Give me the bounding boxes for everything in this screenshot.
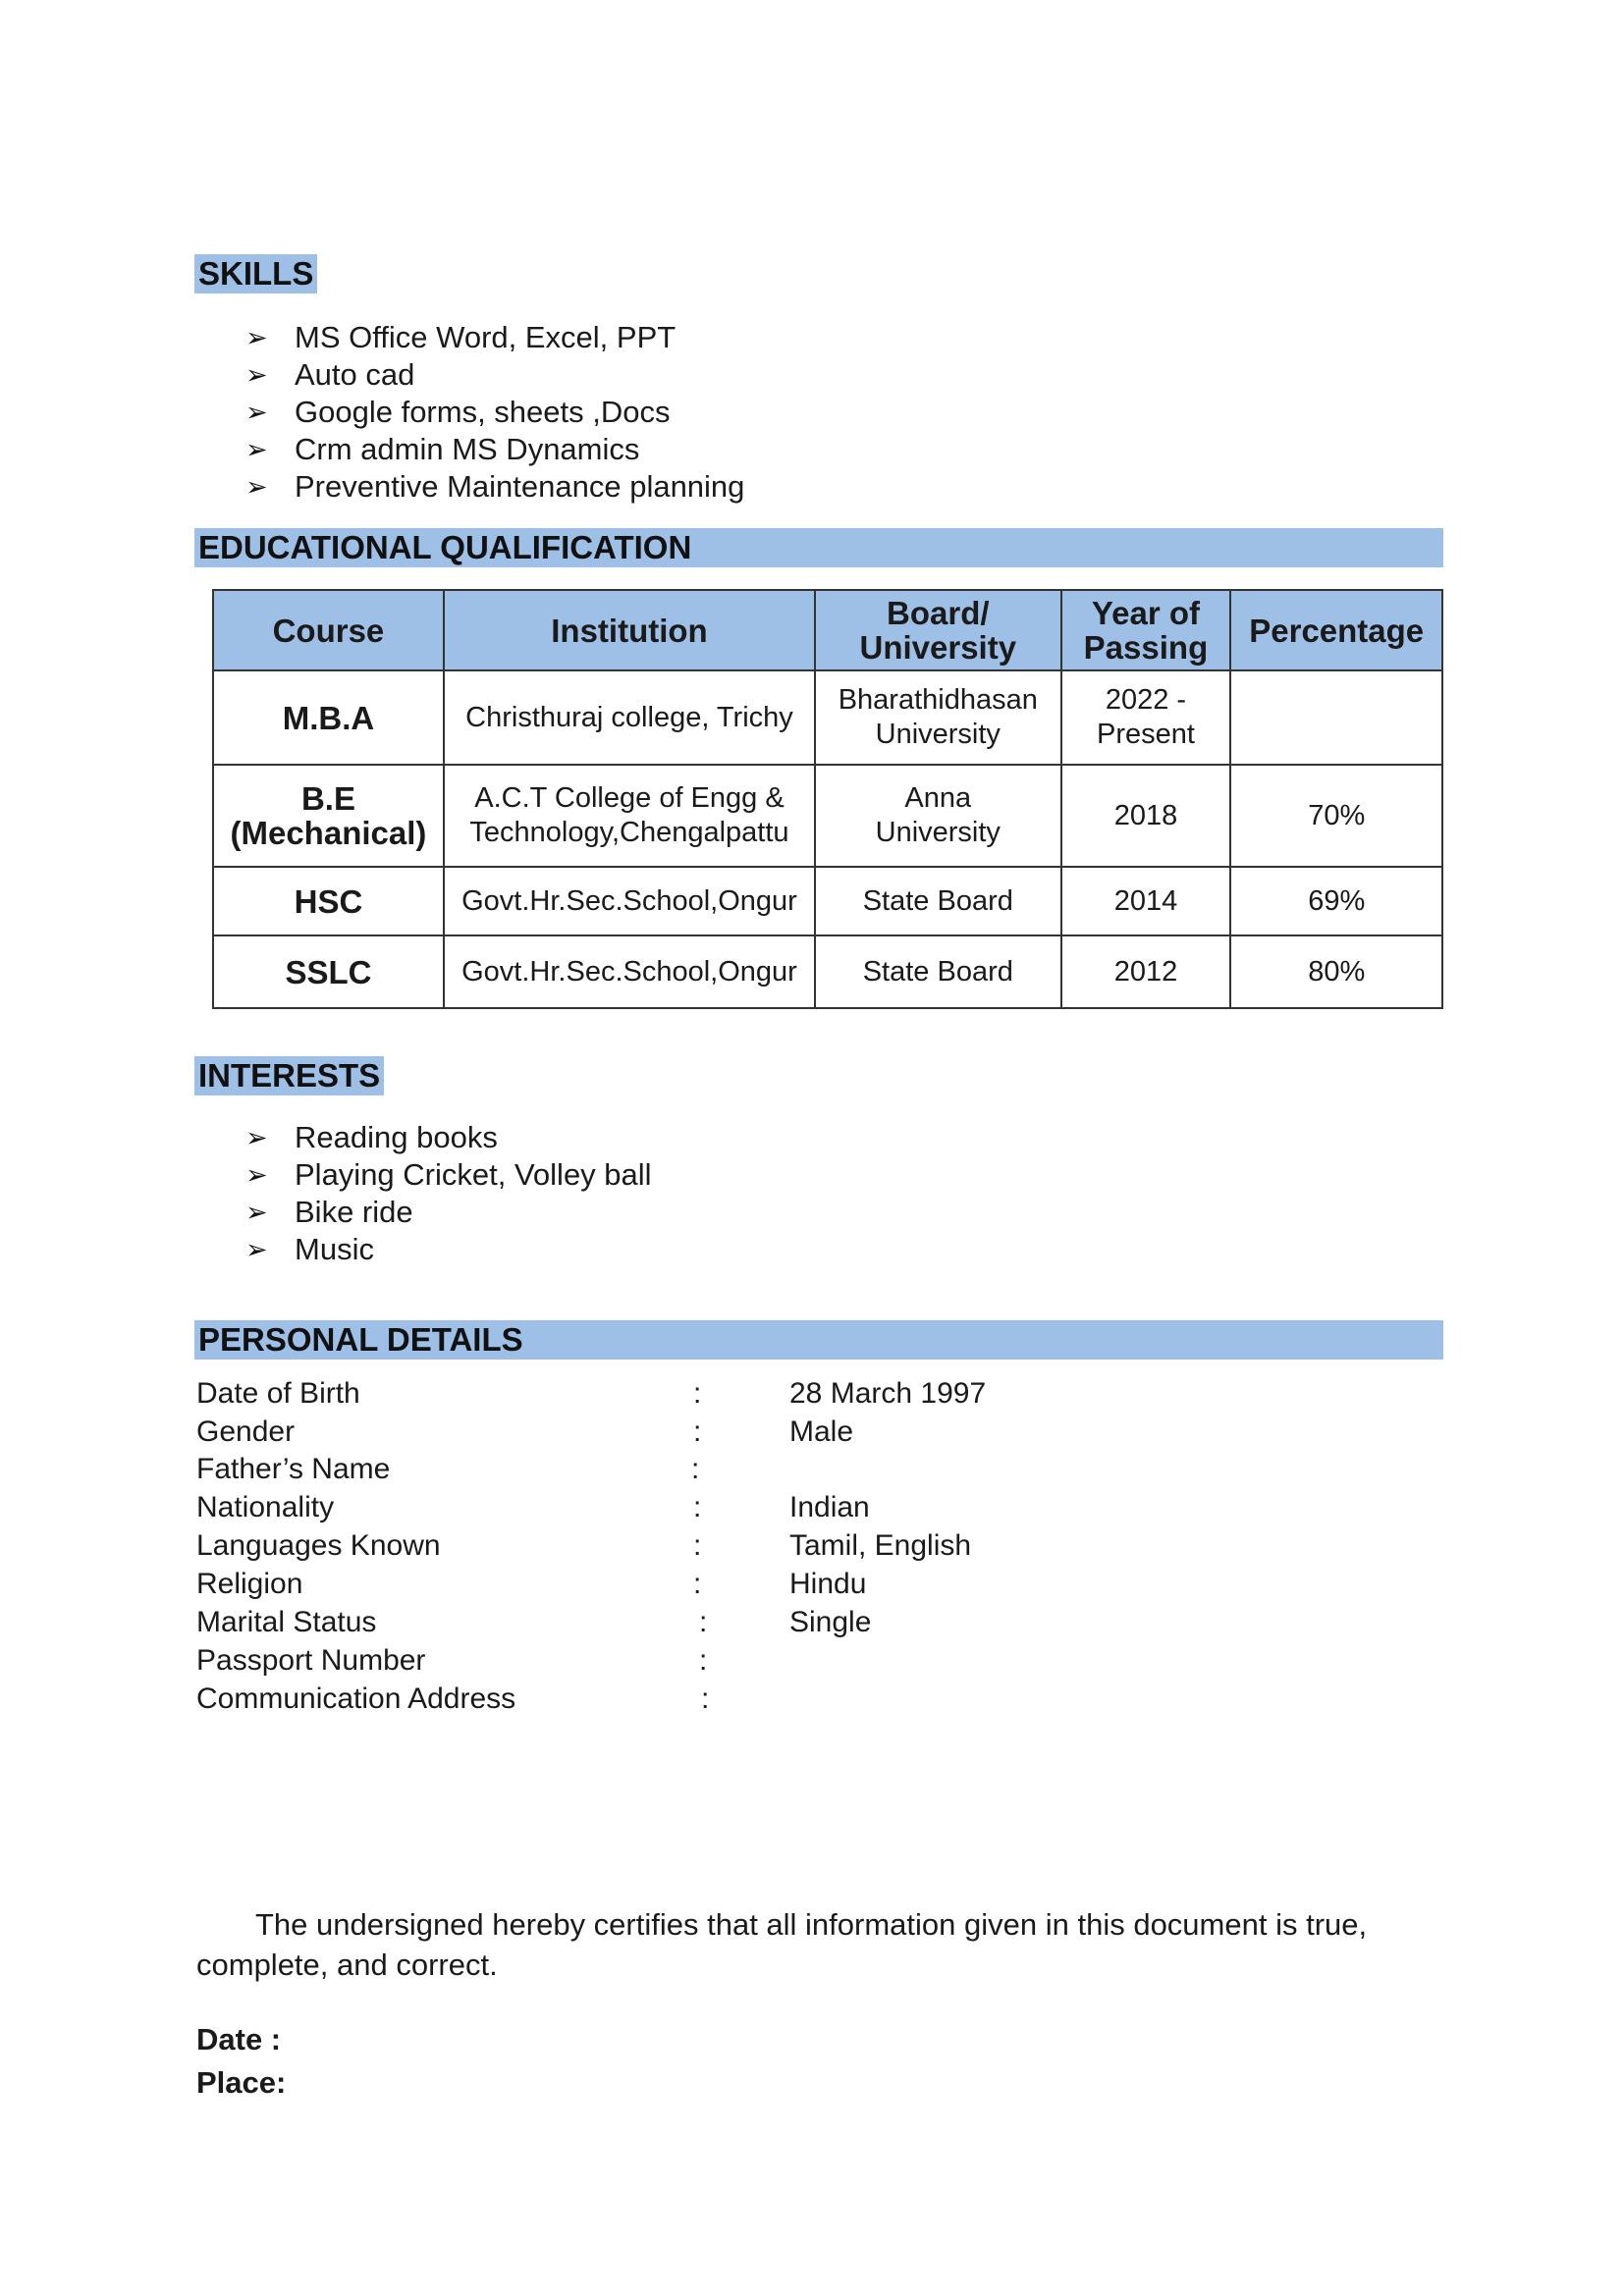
arrow-bullet-icon: ➢ <box>245 435 268 464</box>
education-heading: EDUCATIONAL QUALIFICATION <box>194 528 1443 567</box>
cell-board: Bharathidhasan University <box>815 670 1060 765</box>
date-label: Date : <box>196 2022 282 2056</box>
table-header-row <box>213 590 1442 670</box>
arrow-bullet-icon: ➢ <box>245 1235 268 1264</box>
header-institution: Institution <box>444 590 815 670</box>
table-row <box>213 867 1442 935</box>
cell-board: Anna University <box>815 765 1060 867</box>
cell-board: State Board <box>815 935 1060 1008</box>
list-item: ➢ MS Office Word, Excel, PPT <box>245 320 677 354</box>
header-percentage: Percentage <box>1230 590 1442 670</box>
list-item: ➢ Google forms, sheets ,Docs <box>245 395 671 429</box>
cell-board: State Board <box>815 867 1060 935</box>
cell-year: 2022 - Present <box>1061 670 1231 765</box>
cell-institution: Govt.Hr.Sec.School,Ongur <box>444 867 815 935</box>
arrow-bullet-icon: ➢ <box>245 1160 268 1190</box>
cell-course: B.E (Mechanical) <box>213 765 444 867</box>
cell-institution: Govt.Hr.Sec.School,Ongur <box>444 935 815 1008</box>
interests-list <box>245 1119 652 1268</box>
education-table <box>212 589 1443 1009</box>
declaration-text: The undersigned hereby certifies that all information given in this document is true, complete, and correct. <box>196 1907 1368 1982</box>
resume-page: SKILLS ➢ MS Office Word, Excel, PPT ➢ Auto cad ➢ Google forms, sheets ,Docs ➢ Crm admin MS Dynamics ➢ Preventive Maintenance planning EDUCATIONAL QUALIFICATION Course Institution Board/ University Year of Passing Percentage M.B.A Christhuraj college, Trichy Bharathidhasan University 2022 - Present B.E (Mechanical) A.C.T College of Engg & Technology,Chengalpattu Anna University 2018 70% HSC Govt.Hr.Sec.School,Ongur State Board 2014 69% SSLC Govt.Hr.Sec.School,Ongur State Board 2012 80% INTERESTS ➢ Reading books ➢ Playing Cricket, Volley ball ➢ Bike ride ➢ Music PERSONAL DETAILS Date of Birth : 28 March 1997 Gender : Male Father’s Name : Nationality : Indian Languages Known : Tamil, English Religion : Hindu Marital Status : Single Passport Number : Communication Address : The undersigned hereby certifies that all information given in this document is true, complete, and correct. Date : Place: <box>0 0 1624 2296</box>
list-item: ➢ Playing Cricket, Volley ball <box>245 1157 652 1192</box>
table-row <box>213 935 1442 1008</box>
header-board: Board/ University <box>815 590 1060 670</box>
arrow-bullet-icon: ➢ <box>245 360 268 390</box>
list-item: ➢ Preventive Maintenance planning <box>245 469 745 504</box>
cell-institution: A.C.T College of Engg & Technology,Chengalpattu <box>444 765 815 867</box>
list-item: ➢ Reading books <box>245 1120 498 1154</box>
list-item: ➢ Bike ride <box>245 1195 413 1229</box>
header-course: Course <box>213 590 444 670</box>
skills-heading: SKILLS <box>194 254 317 294</box>
cell-course: SSLC <box>213 935 444 1008</box>
list-item: ➢ Auto cad <box>245 357 415 392</box>
cell-year: 2018 <box>1061 765 1231 867</box>
cell-course: HSC <box>213 867 444 935</box>
arrow-bullet-icon: ➢ <box>245 1123 268 1152</box>
cell-year: 2012 <box>1061 935 1231 1008</box>
table-row <box>213 765 1442 867</box>
table-row <box>213 670 1442 765</box>
arrow-bullet-icon: ➢ <box>245 472 268 502</box>
list-item: ➢ Music <box>245 1232 374 1266</box>
place-label: Place: <box>196 2065 287 2100</box>
cell-institution: Christhuraj college, Trichy <box>444 670 815 765</box>
skills-list <box>245 319 744 506</box>
cell-percentage: 70% <box>1230 765 1442 867</box>
cell-percentage: 80% <box>1230 935 1442 1008</box>
interests-heading: INTERESTS <box>194 1056 384 1095</box>
cell-percentage <box>1230 670 1442 765</box>
header-year: Year of Passing <box>1061 590 1231 670</box>
personal-heading: PERSONAL DETAILS <box>194 1320 1443 1360</box>
arrow-bullet-icon: ➢ <box>245 398 268 427</box>
list-item: ➢ Crm admin MS Dynamics <box>245 432 640 466</box>
arrow-bullet-icon: ➢ <box>245 1198 268 1227</box>
cell-year: 2014 <box>1061 867 1231 935</box>
cell-percentage: 69% <box>1230 867 1442 935</box>
arrow-bullet-icon: ➢ <box>245 323 268 352</box>
cell-course: M.B.A <box>213 670 444 765</box>
